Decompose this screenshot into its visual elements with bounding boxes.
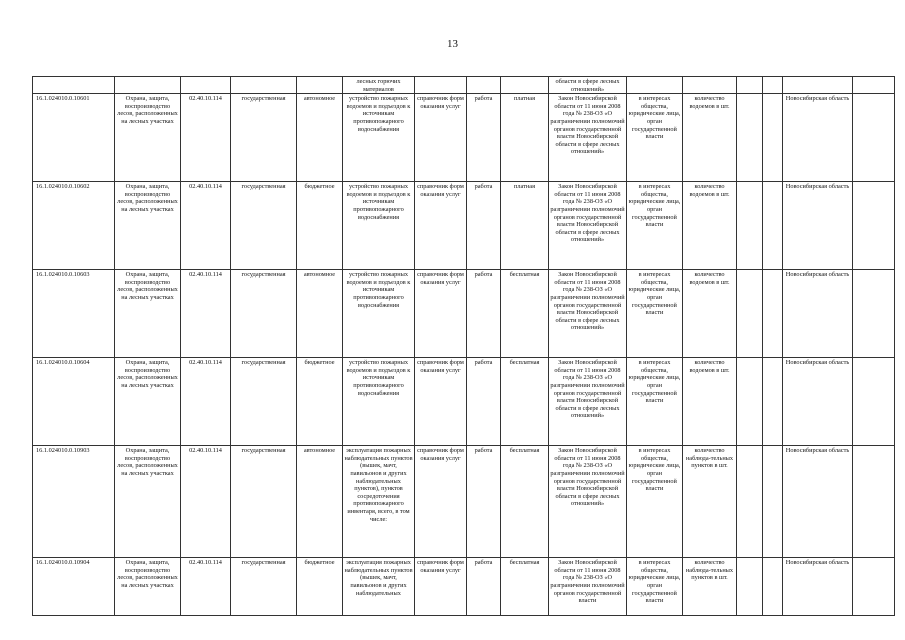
empty-cell bbox=[853, 558, 895, 616]
work-kind: работа bbox=[467, 358, 501, 446]
volume-indicator: количество наблюда-тельных пунктов в шт. bbox=[683, 446, 737, 558]
legal-basis: Закон Новосибирской области от 11 июня 2008 года № 238-ОЗ «О разграничении полномочий органов государственной власти bbox=[549, 558, 627, 616]
consumer-category: в интересах общества, юридические лица, орган государственной власти bbox=[627, 358, 683, 446]
ownership-form: государственная bbox=[231, 94, 297, 182]
registry-code: 16.1.024010.0.10602 bbox=[33, 182, 115, 270]
empty-cell bbox=[853, 446, 895, 558]
empty-cell bbox=[763, 270, 783, 358]
payment-type: бесплатная bbox=[501, 558, 549, 616]
institution-type: бюджетное bbox=[297, 358, 343, 446]
territory: Новосибирская область bbox=[783, 182, 853, 270]
okved-code: 02.40.10.114 bbox=[181, 94, 231, 182]
empty-cell bbox=[853, 270, 895, 358]
empty-cell bbox=[763, 358, 783, 446]
institution-type: бюджетное bbox=[297, 558, 343, 616]
work-kind: работа bbox=[467, 182, 501, 270]
territory: Новосибирская область bbox=[783, 558, 853, 616]
payment-type: бесплатная bbox=[501, 446, 549, 558]
territory: Новосибирская область bbox=[783, 358, 853, 446]
consumer-category: в интересах общества, юридические лица, орган государственной власти bbox=[627, 270, 683, 358]
volume-indicator: количество водоемов в шт. bbox=[683, 94, 737, 182]
empty-cell bbox=[763, 182, 783, 270]
work-content: устройство пожарных водоемов и подъездов к источникам противопожарного водоснабжения bbox=[343, 94, 415, 182]
empty-cell bbox=[853, 358, 895, 446]
source-reference: справочник форм оказания услуг bbox=[415, 182, 467, 270]
work-kind: работа bbox=[467, 558, 501, 616]
okved-code: 02.40.10.114 bbox=[181, 270, 231, 358]
work-content: устройство пожарных водоемов и подъездов к источникам противопожарного водоснабжения bbox=[343, 182, 415, 270]
work-kind: работа bbox=[467, 94, 501, 182]
page-number: 13 bbox=[447, 38, 458, 50]
consumer-category: в интересах общества, юридические лица, орган государственной власти bbox=[627, 446, 683, 558]
source-reference: справочник форм оказания услуг bbox=[415, 558, 467, 616]
work-content: устройство пожарных водоемов и подъездов к источникам противопожарного водоснабжения bbox=[343, 270, 415, 358]
registry-table bbox=[32, 76, 895, 616]
legal-basis: Закон Новосибирской области от 11 июня 2008 года № 238-ОЗ «О разграничении полномочий органов государственной власти Новосибирской области в сфере лесных отношений» bbox=[549, 446, 627, 558]
service-name: Охрана, защита, воспроизводство лесов, расположенных на лесных участках bbox=[115, 558, 181, 616]
okved-code: 02.40.10.114 bbox=[181, 558, 231, 616]
continuation-law: области в сфере лесных отношений» bbox=[549, 77, 627, 94]
volume-indicator: количество водоемов в шт. bbox=[683, 182, 737, 270]
legal-basis: Закон Новосибирской области от 11 июня 2008 года № 238-ОЗ «О разграничении полномочий органов государственной власти Новосибирской области в сфере лесных отношений» bbox=[549, 270, 627, 358]
table-row bbox=[33, 558, 895, 616]
table-row bbox=[33, 446, 895, 558]
service-name: Охрана, защита, воспроизводство лесов, расположенных на лесных участках bbox=[115, 94, 181, 182]
registry-code: 16.1.024010.0.10903 bbox=[33, 446, 115, 558]
service-name: Охрана, защита, воспроизводство лесов, расположенных на лесных участках bbox=[115, 358, 181, 446]
empty-cell bbox=[763, 446, 783, 558]
legal-basis: Закон Новосибирской области от 11 июня 2008 года № 238-ОЗ «О разграничении полномочий органов государственной власти Новосибирской области в сфере лесных отношений» bbox=[549, 94, 627, 182]
empty-cell bbox=[737, 446, 763, 558]
legal-basis: Закон Новосибирской области от 11 июня 2008 года № 238-ОЗ «О разграничении полномочий органов государственной власти Новосибирской области в сфере лесных отношений» bbox=[549, 358, 627, 446]
empty-cell bbox=[763, 558, 783, 616]
payment-type: платная bbox=[501, 182, 549, 270]
empty-cell bbox=[853, 182, 895, 270]
empty-cell bbox=[737, 94, 763, 182]
empty-cell bbox=[737, 182, 763, 270]
consumer-category: в интересах общества, юридические лица, орган государственной власти bbox=[627, 558, 683, 616]
ownership-form: государственная bbox=[231, 182, 297, 270]
payment-type: платная bbox=[501, 94, 549, 182]
source-reference: справочник форм оказания услуг bbox=[415, 94, 467, 182]
okved-code: 02.40.10.114 bbox=[181, 182, 231, 270]
volume-indicator: количество водоемов в шт. bbox=[683, 270, 737, 358]
table-row bbox=[33, 358, 895, 446]
table-row bbox=[33, 94, 895, 182]
registry-code: 16.1.024010.0.10604 bbox=[33, 358, 115, 446]
registry-code: 16.1.024010.0.10603 bbox=[33, 270, 115, 358]
source-reference: справочник форм оказания услуг bbox=[415, 446, 467, 558]
institution-type: автономное bbox=[297, 446, 343, 558]
work-kind: работа bbox=[467, 270, 501, 358]
volume-indicator: количество водоемов в шт. bbox=[683, 358, 737, 446]
continuation-activity: лесных горючих материалов bbox=[343, 77, 415, 94]
work-content: устройство пожарных водоемов и подъездов к источникам противопожарного водоснабжения bbox=[343, 358, 415, 446]
legal-basis: Закон Новосибирской области от 11 июня 2008 года № 238-ОЗ «О разграничении полномочий органов государственной власти Новосибирской области в сфере лесных отношений» bbox=[549, 182, 627, 270]
volume-indicator: количество наблюда-тельных пунктов в шт. bbox=[683, 558, 737, 616]
work-content: эксплуатация пожарных наблюдательных пунктов (вышек, мачт, павильонов и других наблюдательных bbox=[343, 558, 415, 616]
empty-cell bbox=[763, 94, 783, 182]
work-kind: работа bbox=[467, 446, 501, 558]
service-name: Охрана, защита, воспроизводство лесов, расположенных на лесных участках bbox=[115, 270, 181, 358]
consumer-category: в интересах общества, юридические лица, орган государственной власти bbox=[627, 94, 683, 182]
table-row bbox=[33, 182, 895, 270]
source-reference: справочник форм оказания услуг bbox=[415, 358, 467, 446]
territory: Новосибирская область bbox=[783, 94, 853, 182]
empty-cell bbox=[737, 358, 763, 446]
ownership-form: государственная bbox=[231, 358, 297, 446]
source-reference: справочник форм оказания услуг bbox=[415, 270, 467, 358]
service-name: Охрана, защита, воспроизводство лесов, расположенных на лесных участках bbox=[115, 182, 181, 270]
ownership-form: государственная bbox=[231, 446, 297, 558]
ownership-form: государственная bbox=[231, 558, 297, 616]
empty-cell bbox=[737, 558, 763, 616]
okved-code: 02.40.10.114 bbox=[181, 446, 231, 558]
registry-code: 16.1.024010.0.10601 bbox=[33, 94, 115, 182]
table-row bbox=[33, 270, 895, 358]
continuation-row bbox=[33, 77, 895, 94]
territory: Новосибирская область bbox=[783, 446, 853, 558]
payment-type: бесплатная bbox=[501, 270, 549, 358]
empty-cell bbox=[737, 270, 763, 358]
work-content: эксплуатация пожарных наблюдательных пунктов (вышек, мачт, павильонов и других наблюдательных пунктов), пунктов сосредоточения противопожарного инвентаря, всего, в том числе: bbox=[343, 446, 415, 558]
payment-type: бесплатная bbox=[501, 358, 549, 446]
consumer-category: в интересах общества, юридические лица, орган государственной власти bbox=[627, 182, 683, 270]
okved-code: 02.40.10.114 bbox=[181, 358, 231, 446]
territory: Новосибирская область bbox=[783, 270, 853, 358]
institution-type: бюджетное bbox=[297, 182, 343, 270]
registry-code: 16.1.024010.0.10904 bbox=[33, 558, 115, 616]
institution-type: автономное bbox=[297, 94, 343, 182]
empty-cell bbox=[853, 94, 895, 182]
ownership-form: государственная bbox=[231, 270, 297, 358]
institution-type: автономное bbox=[297, 270, 343, 358]
service-name: Охрана, защита, воспроизводство лесов, расположенных на лесных участках bbox=[115, 446, 181, 558]
